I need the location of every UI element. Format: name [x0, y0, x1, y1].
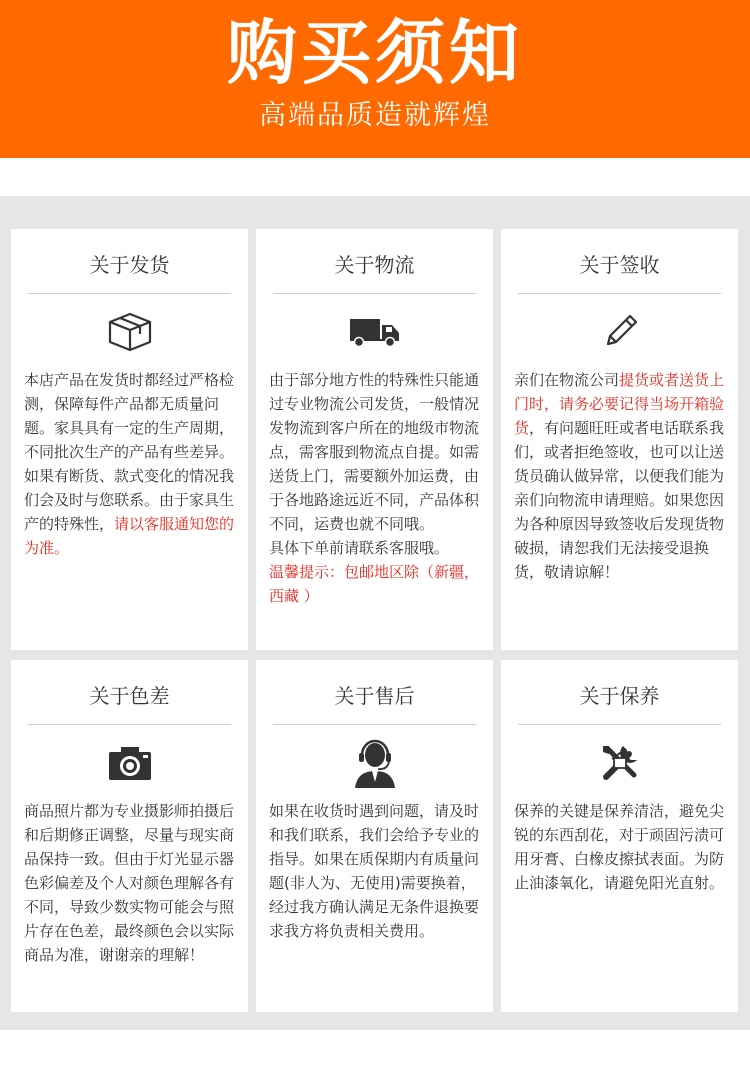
card-text-main: 如果在收货时遇到问题，请及时和我们联系，我们会给予专业的指导。如果在质保期内有质量问题(非人为、无使用)需要换着，经过我方确认满足无条件退换要求我方将负责相关费用。 — [269, 802, 480, 940]
divider — [273, 293, 476, 294]
card-text-main: 本店产品在发货时都经过严格检测，保障每件产品都无质量问题。家具具有一定的生产周期，不同批次生产的产品有些差异。如果有断货、款式变化的情况我们会及时与您联系。由于家具生产的特殊性， — [24, 371, 235, 533]
card-heading: 关于发货 — [89, 253, 170, 277]
camera-icon — [11, 736, 248, 790]
card-text-main: 商品照片都为专业摄影师拍摄后和后期修正调整，尽量与现实商品保持一致。但由于灯光显示器色彩偏差及个人对颜色理解各有不同，导致少数实物可能会与照片存在色差，最终颜色会以实际商品为准，谢谢亲的理解！ — [24, 802, 235, 964]
divider — [28, 293, 231, 294]
divider — [518, 724, 721, 725]
headset-agent-icon — [256, 736, 493, 790]
card-text — [514, 368, 730, 584]
card-text — [269, 368, 485, 608]
card-text-rest: ，有问题旺旺或者电话联系我们，或者拒绝签收，也可以让送货员确认做异常，以便我们能为亲们向物流申请理赔。如果您因为各种原因导致签收后发现货物破损，请恕我们无法接受退换货，敬请谅解！ — [514, 419, 725, 581]
card-text-highlight: 温馨提示：包邮地区除（新疆，西藏 ） — [269, 563, 480, 605]
card-text-main: 由于部分地方性的特殊性只能通过专业物流公司发货，一般情况发物流到客户所在的地级市物流点，需客服到物流点自提。如需送货上门，需要额外加运费，由于各地路途远近不同，产品体积不同，运费也就不同哦。 — [269, 371, 480, 533]
card-text-main: 亲们在物流公司 — [514, 371, 620, 389]
card-text-note: 具体下单前请联系客服哦。 — [269, 539, 450, 557]
card-logistics — [256, 229, 493, 650]
divider — [28, 724, 231, 725]
card-heading: 关于售后 — [334, 684, 415, 708]
card-color — [11, 660, 248, 1012]
notice-panel — [0, 196, 750, 1030]
card-shipping — [11, 229, 248, 650]
card-heading: 关于色差 — [89, 684, 170, 708]
box-icon — [11, 305, 248, 359]
card-text-main: 保养的关键是保养清洁，避免尖锐的东西刮花，对于顽固污渍可用牙膏、白橡皮擦拭表面。为防止油漆氧化，请避免阳光直射。 — [514, 802, 725, 892]
card-care — [501, 660, 738, 1012]
page-title: 购买须知 — [227, 12, 523, 94]
pencil-icon — [501, 305, 738, 359]
card-text — [24, 368, 240, 560]
page-subtitle: 高端品质造就辉煌 — [259, 100, 491, 131]
card-text-highlight: 提货或者送货上门时，请务必要记得当场开箱验货 — [514, 371, 725, 437]
divider — [273, 724, 476, 725]
card-text — [269, 799, 485, 943]
card-aftersale — [256, 660, 493, 1012]
card-receipt — [501, 229, 738, 650]
tools-icon — [501, 736, 738, 790]
card-heading: 关于签收 — [579, 253, 660, 277]
card-heading: 关于物流 — [334, 253, 415, 277]
card-text — [24, 799, 240, 967]
divider — [518, 293, 721, 294]
truck-icon — [256, 305, 493, 359]
card-heading: 关于保养 — [579, 684, 660, 708]
card-text-highlight: 请以客服通知您的为准。 — [24, 515, 235, 557]
card-text — [514, 799, 730, 895]
header-banner — [0, 0, 750, 158]
